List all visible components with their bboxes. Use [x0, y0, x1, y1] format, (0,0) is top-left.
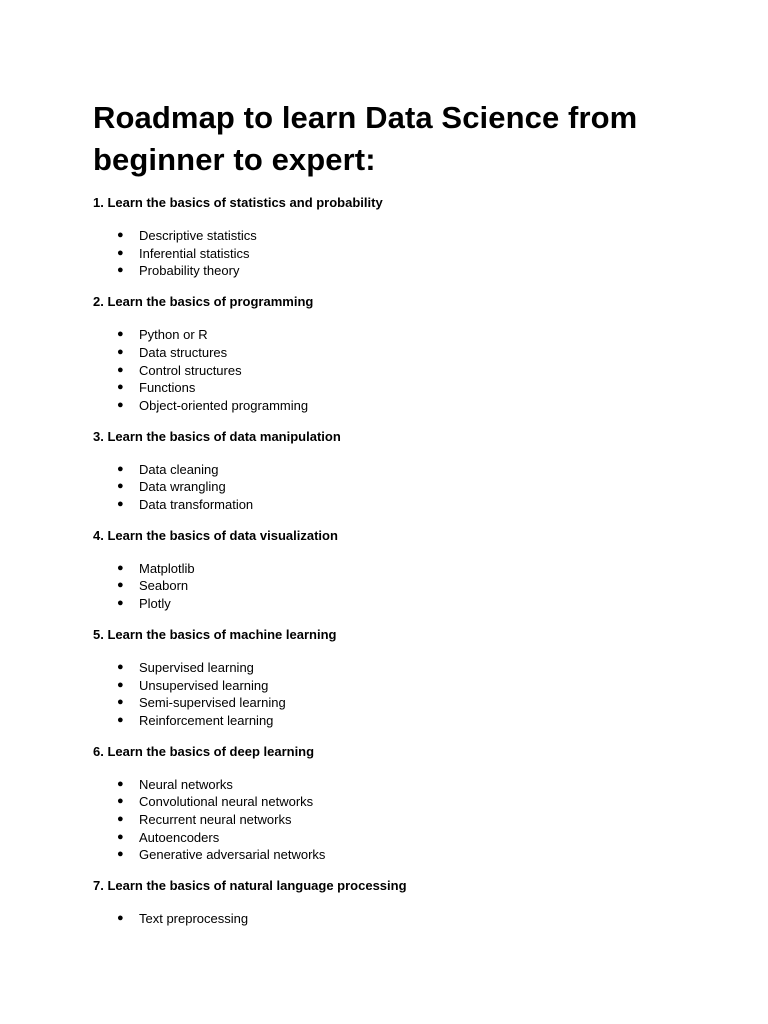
list-item-text: Descriptive statistics — [139, 228, 257, 243]
bullet-list — [93, 461, 693, 514]
list-item-text: Unsupervised learning — [139, 677, 269, 693]
list-item-text: Data wrangling — [139, 479, 226, 495]
list-item-text: Generative adversarial networks — [139, 847, 326, 863]
sections-container — [93, 195, 693, 928]
section-heading: 4. Learn the basics of data visualization — [93, 527, 338, 543]
bullet-icon: ● — [117, 381, 124, 394]
list-item — [93, 496, 693, 514]
list-item-text: Neural networks — [139, 776, 233, 792]
section-7 — [93, 878, 693, 928]
list-item-text: Matplotlib — [139, 560, 195, 576]
bullet-icon: ● — [117, 795, 124, 808]
list-item — [93, 379, 693, 397]
bullet-icon: ● — [117, 398, 124, 411]
section-heading: 1. Learn the basics of statistics and probability — [93, 195, 383, 210]
list-item — [93, 344, 693, 362]
list-item-text: Control structures — [139, 362, 242, 378]
bullet-icon: ● — [117, 848, 124, 861]
list-item-text: Seaborn — [139, 578, 189, 594]
section-heading: 5. Learn the basics of machine learning — [93, 626, 337, 642]
bullet-icon: ● — [117, 363, 124, 376]
section-3 — [93, 429, 693, 514]
section-heading: 6. Learn the basics of deep learning — [93, 743, 315, 759]
bullet-icon: ● — [117, 561, 124, 574]
bullet-list — [93, 659, 693, 730]
bullet-list — [93, 560, 693, 613]
list-item-text: Text preprocessing — [139, 911, 249, 927]
section-5 — [93, 627, 693, 730]
bullet-list — [93, 910, 693, 928]
bullet-icon: ● — [117, 678, 124, 691]
bullet-icon: ● — [117, 912, 124, 925]
bullet-list — [93, 227, 693, 280]
list-item-text: Semi-supervised learning — [139, 695, 286, 711]
list-item — [93, 262, 693, 280]
document-page — [93, 97, 693, 928]
section-1 — [93, 195, 693, 280]
list-item-text: Object-oriented programming — [139, 397, 309, 413]
list-item-text: Data structures — [139, 344, 228, 360]
bullet-icon: ● — [117, 696, 124, 709]
list-item-text: Supervised learning — [139, 659, 254, 675]
list-item-text: Convolutional neural networks — [139, 794, 314, 810]
list-item — [93, 694, 693, 712]
list-item — [93, 776, 693, 794]
list-item-text: Inferential statistics — [139, 245, 250, 261]
bullet-icon: ● — [117, 777, 124, 790]
bullet-icon: ● — [117, 713, 124, 726]
list-item — [93, 793, 693, 811]
bullet-icon: ● — [117, 480, 124, 493]
list-item-text: Python or R — [139, 327, 208, 343]
bullet-icon: ● — [117, 328, 124, 341]
bullet-icon: ● — [117, 597, 124, 610]
bullet-list — [93, 776, 693, 865]
list-item — [93, 595, 693, 613]
section-heading: 7. Learn the basics of natural language processing — [93, 878, 407, 894]
bullet-icon: ● — [117, 229, 124, 241]
list-item — [93, 846, 693, 864]
bullet-icon: ● — [117, 246, 124, 259]
list-item — [93, 326, 693, 344]
list-item-text: Functions — [139, 380, 196, 396]
list-item — [93, 245, 693, 263]
list-item — [93, 362, 693, 380]
section-4 — [93, 528, 693, 613]
list-item-text: Reinforcement learning — [139, 712, 274, 728]
page-title: Roadmap to learn Data Science from beginner to expert: — [93, 100, 638, 177]
bullet-icon: ● — [117, 830, 124, 843]
bullet-icon: ● — [117, 462, 124, 475]
list-item — [93, 659, 693, 677]
list-item — [93, 478, 693, 496]
list-item — [93, 829, 693, 847]
bullet-icon: ● — [117, 813, 124, 826]
bullet-icon: ● — [117, 345, 124, 358]
list-item — [93, 712, 693, 730]
bullet-icon: ● — [117, 579, 124, 592]
list-item — [93, 227, 693, 245]
list-item-text: Recurrent neural networks — [139, 812, 292, 828]
section-2 — [93, 294, 693, 415]
section-heading: 2. Learn the basics of programming — [93, 294, 314, 310]
list-item-text: Probability theory — [139, 263, 240, 279]
bullet-icon: ● — [117, 660, 124, 673]
list-item-text: Data cleaning — [139, 461, 219, 477]
list-item-text: Plotly — [139, 596, 171, 612]
list-item — [93, 910, 693, 928]
list-item — [93, 397, 693, 415]
list-item — [93, 811, 693, 829]
list-item — [93, 577, 693, 595]
bullet-list — [93, 326, 693, 415]
list-item — [93, 677, 693, 695]
section-6 — [93, 744, 693, 865]
list-item — [93, 461, 693, 479]
bullet-icon: ● — [117, 498, 124, 511]
list-item — [93, 560, 693, 578]
section-heading: 3. Learn the basics of data manipulation — [93, 428, 341, 444]
list-item-text: Autoencoders — [139, 829, 220, 845]
list-item-text: Data transformation — [139, 497, 254, 513]
bullet-icon: ● — [117, 264, 124, 277]
